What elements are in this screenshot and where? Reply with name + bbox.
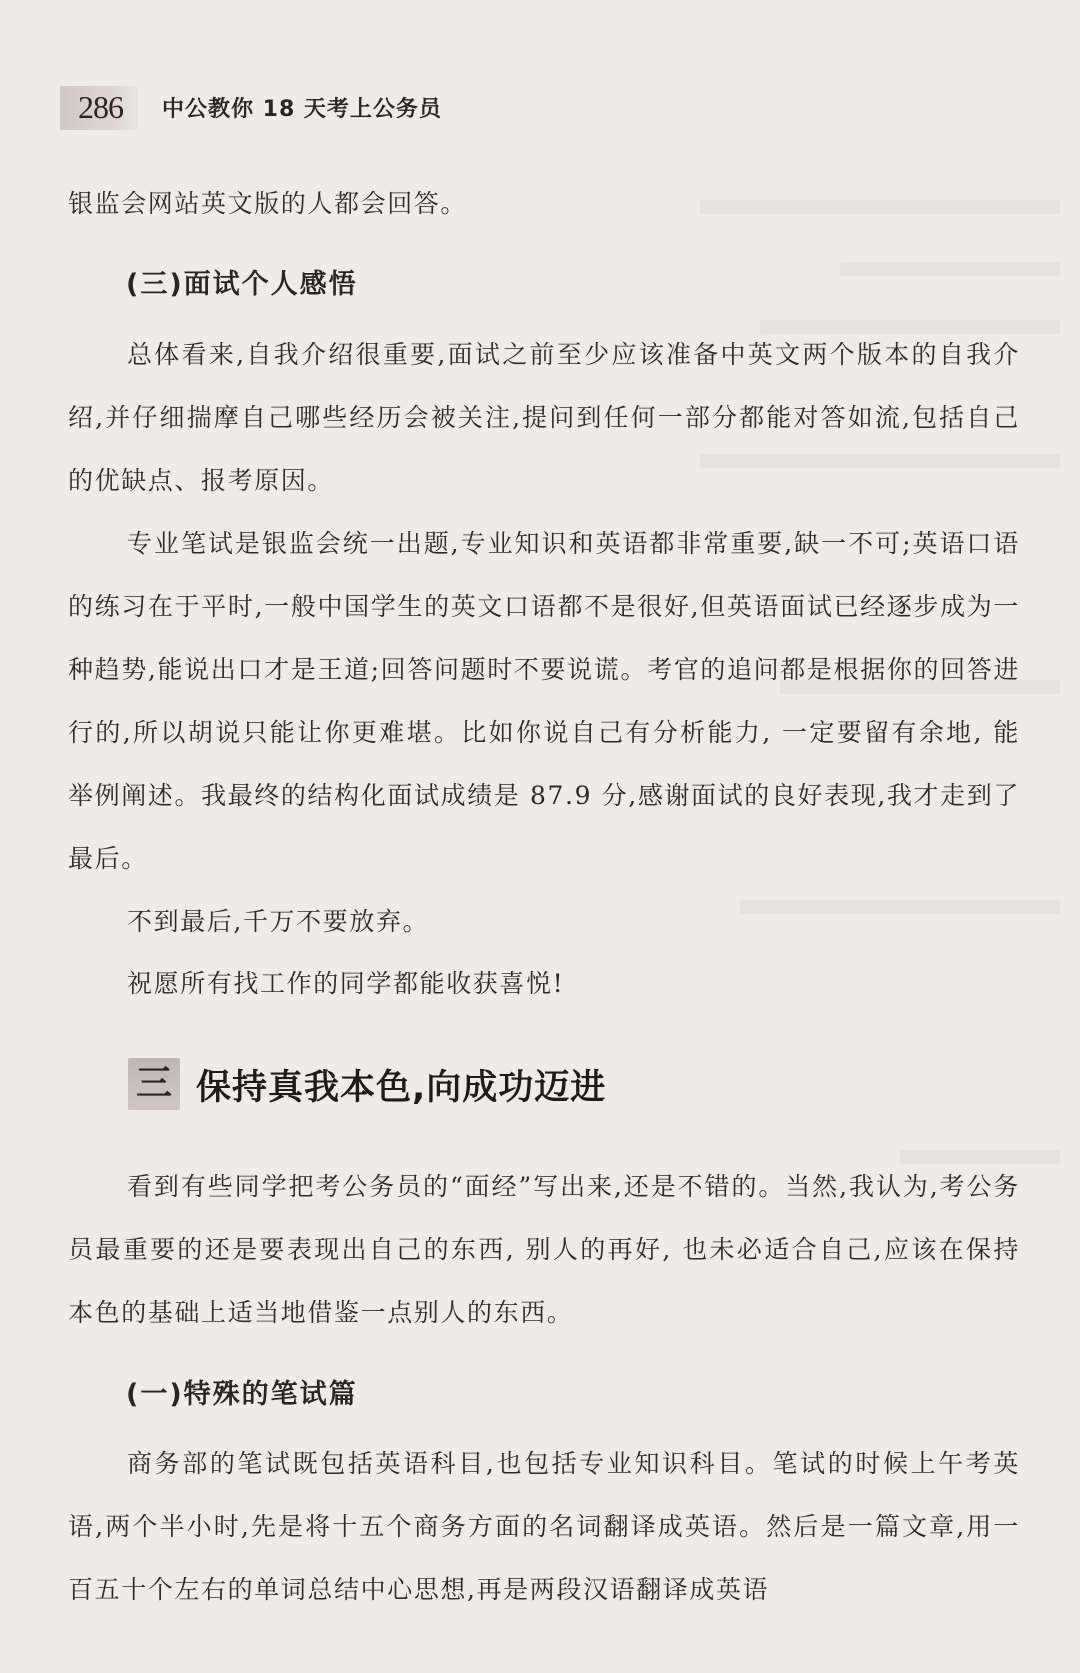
paragraph-good-wishes: 祝愿所有找工作的同学都能收获喜悦! (127, 969, 565, 998)
paragraph-never-give-up: 不到最后,千万不要放弃。 (127, 907, 430, 936)
section-number: 三 (135, 1063, 172, 1104)
subheading-interview-reflections: (三)面试个人感悟 (126, 269, 358, 300)
page-number: 286 (78, 89, 123, 125)
paragraph-self-introduction: 总体看来,自我介绍很重要,面试之前至少应该准备中英文两个版本的自我介绍,并仔细揣摩自己哪些经历会被关注,提问到任何一部分都能对答如流,包括自己的优缺点、报考原因。 (68, 340, 1020, 495)
paragraph-commerce-ministry-exam: 商务部的笔试既包括英语科目,也包括专业知识科目。笔试的时候上午考英语,两个半小时,先是将十五个商务方面的名词翻译成英语。然后是一篇文章,用一百五十个左右的单词总结中心思想,再是两段汉语翻译成英语 (68, 1449, 1020, 1604)
paragraph-interview-notes: 看到有些同学把考公务员的“面经”写出来,还是不错的。当然,我认为,考公务员最重要的还是要表现出自己的东西, 别人的再好, 也未必适合自己,应该在保持本色的基础上适当地借鉴一点别人的东西。 (68, 1172, 1020, 1327)
paragraph-continuation: 银监会网站英文版的人都会回答。 (68, 189, 468, 218)
section-title: 保持真我本色,向成功迈进 (196, 1068, 607, 1108)
subheading-written-exam: (一)特殊的笔试篇 (126, 1379, 358, 1410)
paragraph-written-exam-advice: 专业笔试是银监会统一出题,专业知识和英语都非常重要,缺一不可;英语口语的练习在于平时,一般中国学生的英文口语都不是很好,但英语面试已经逐步成为一种趋势,能说出口才是王道;回答问题时不要说谎。考官的追问都是根据你的回答进行的,所以胡说只能让你更难堪。比如你说自己有分析能力, 一定要留有余地, 能举例阐述。我最终的结构化面试成绩是 87.9 分,感谢面试的良好表现,我才走到了最后。 (68, 529, 1020, 873)
bleed-through-mark (840, 262, 1060, 276)
running-title: 中公教你 18 天考上公务员 (162, 97, 442, 122)
